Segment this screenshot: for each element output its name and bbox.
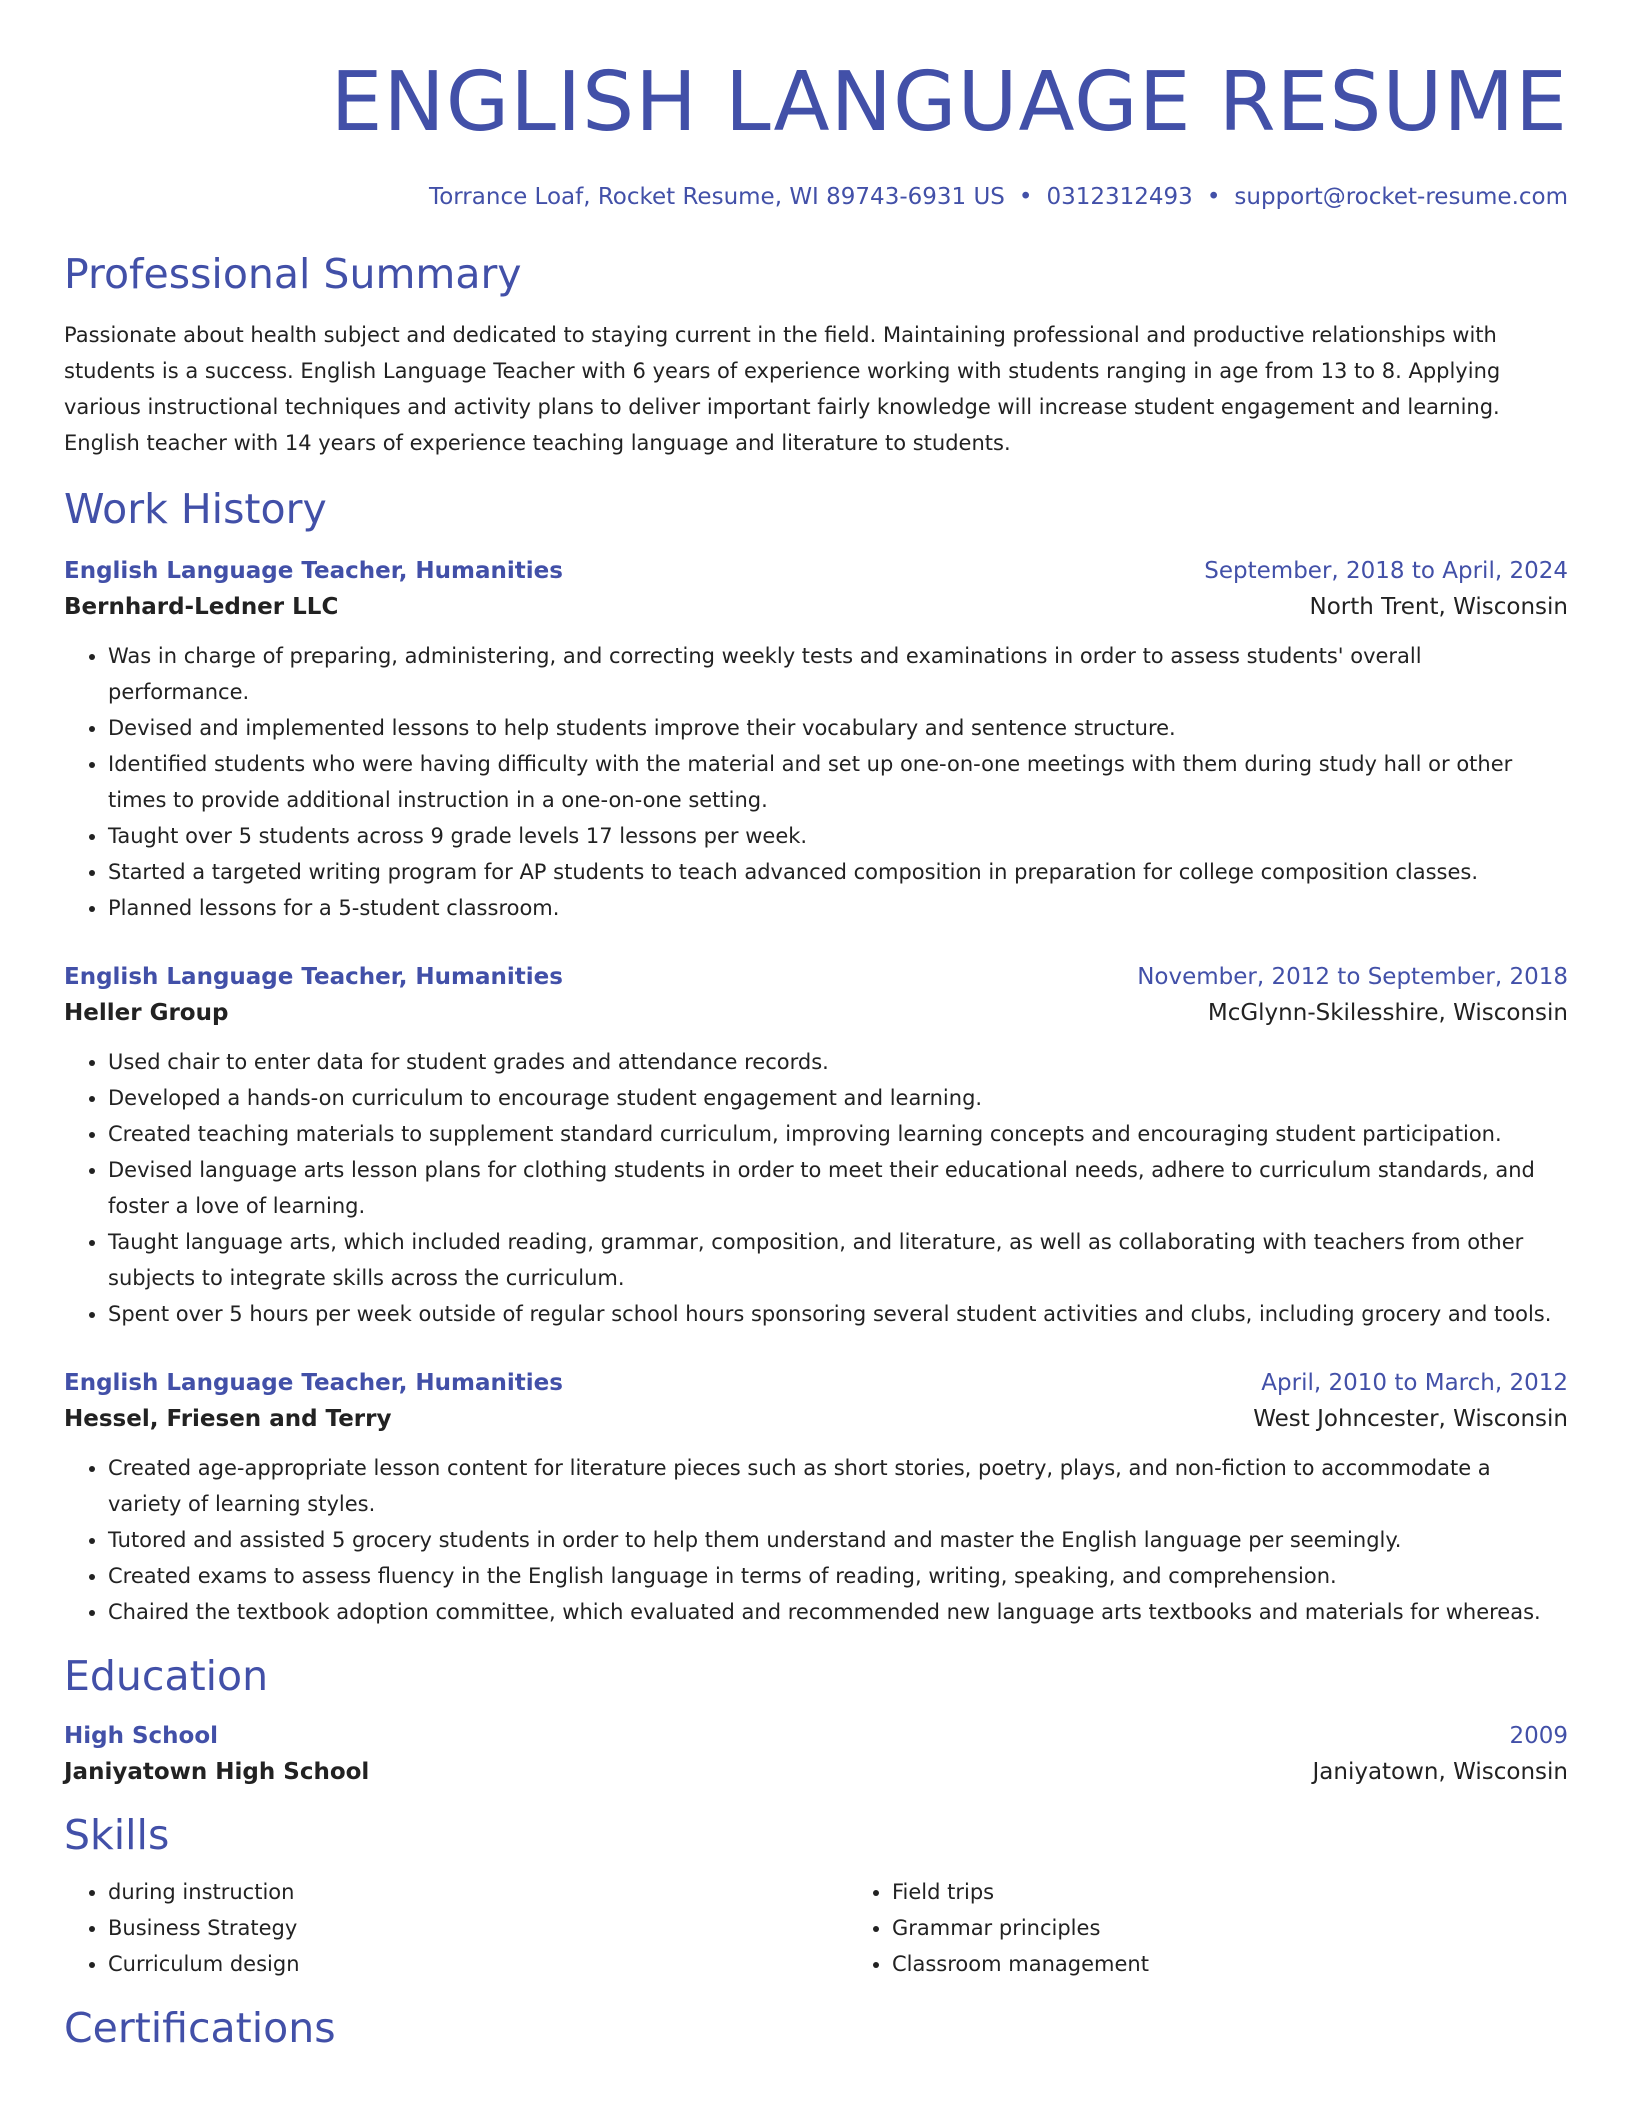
contact-separator: •	[1018, 184, 1033, 210]
skill-item: • Classroom management	[892, 1946, 1149, 1982]
list-item: • Tutored and assisted 5 grocery students in order to help them understand and master the English language per seemingly.	[108, 1522, 1568, 1558]
list-item: • Created exams to assess fluency in the English language in terms of reading, writing, speaking, and comprehension.	[108, 1558, 1568, 1594]
list-item: • Developed a hands-on curriculum to encourage student engagement and learning.	[108, 1080, 1568, 1116]
section-heading-education: Education	[64, 1652, 269, 1701]
skills-column-left	[64, 1874, 848, 1982]
job-dates: September, 2018 to April, 2024	[1204, 558, 1568, 585]
job-dates: April, 2010 to March, 2012	[1261, 1370, 1568, 1397]
list-item: • Taught language arts, which included reading, grammar, composition, and literature, as well as collaborating with teachers from other subjects to integrate skills across the curriculum.	[108, 1224, 1568, 1296]
contact-line	[64, 184, 1568, 210]
job-entry	[64, 1366, 1568, 1630]
job-location: North Trent, Wisconsin	[1309, 594, 1568, 621]
education-year: 2009	[1509, 1723, 1568, 1750]
list-item: • Created age-appropriate lesson content for literature pieces such as short stories, poetry, plays, and non-fiction to accommodate a variety of learning styles.	[108, 1450, 1568, 1522]
job-title: English Language Teacher, Humanities	[64, 558, 563, 585]
list-item: • Created teaching materials to supplement standard curriculum, improving learning concepts and encouraging student participation.	[108, 1116, 1568, 1152]
skill-item: • Curriculum design	[108, 1946, 848, 1982]
skill-item: • during instruction	[108, 1874, 848, 1910]
section-heading-skills: Skills	[64, 1811, 170, 1860]
section-heading-summary: Professional Summary	[64, 250, 522, 298]
skill-item: • Grammar principles	[892, 1910, 1149, 1946]
job-bullets	[64, 1450, 1568, 1630]
job-title: English Language Teacher, Humanities	[64, 964, 563, 991]
contact-email: support@rocket-resume.com	[1234, 184, 1568, 210]
section-heading-work-history: Work History	[64, 485, 327, 534]
section-heading-certifications: Certifications	[64, 2004, 336, 2053]
skill-item: • Business Strategy	[108, 1910, 848, 1946]
job-location: McGlynn-Skilesshire, Wisconsin	[1207, 1000, 1568, 1027]
list-item: • Identified students who were having difficulty with the material and set up one-on-one meetings with them during study hall or other times to provide additional instruction in a one-on-one setting.	[108, 746, 1568, 818]
skills-list	[64, 1874, 1568, 1982]
job-bullets	[64, 638, 1568, 926]
job-company: Heller Group	[64, 1000, 229, 1027]
job-entry	[64, 554, 1568, 926]
job-company: Hessel, Friesen and Terry	[64, 1406, 392, 1433]
list-item: • Devised and implemented lessons to help students improve their vocabulary and sentence structure.	[108, 710, 1568, 746]
education-school: Janiyatown High School	[64, 1759, 370, 1786]
skill-item: • Field trips	[892, 1874, 1149, 1910]
job-title: English Language Teacher, Humanities	[64, 1370, 563, 1397]
list-item: • Devised language arts lesson plans for clothing students in order to meet their educational needs, adhere to curriculum standards, and foster a love of learning.	[108, 1152, 1568, 1224]
job-entry	[64, 960, 1568, 1332]
contact-separator: •	[1206, 184, 1221, 210]
list-item: • Taught over 5 students across 9 grade levels 17 lessons per week.	[108, 818, 1568, 854]
contact-phone: 0312312493	[1046, 184, 1193, 210]
list-item: • Started a targeted writing program for AP students to teach advanced composition in preparation for college composition classes.	[108, 854, 1568, 890]
education-location: Janiyatown, Wisconsin	[1312, 1759, 1568, 1786]
skills-column-right	[848, 1874, 1149, 1982]
list-item: • Spent over 5 hours per week outside of regular school hours sponsoring several student activities and clubs, including grocery and tools.	[108, 1296, 1568, 1332]
resume-title: ENGLISH LANGUAGE RESUME	[330, 55, 1568, 150]
job-company: Bernhard-Ledner LLC	[64, 594, 339, 621]
list-item: • Was in charge of preparing, administering, and correcting weekly tests and examinations in order to assess students' overall performance.	[108, 638, 1568, 710]
education-degree: High School	[64, 1723, 219, 1750]
job-dates: November, 2012 to September, 2018	[1137, 964, 1568, 991]
job-location: West Johncester, Wisconsin	[1253, 1406, 1568, 1433]
summary-text: Passionate about health subject and dedicated to staying current in the field. Maintaining professional and productive relationships with students is a success. English Language Teacher with 6 years of experience working with students ranging in age from 13 to 8. Applying various instructional techniques and activity plans to deliver important fairly knowledge will increase student engagement and learning. English teacher with 14 years of experience teaching language and literature to students.	[64, 323, 1501, 456]
list-item: • Used chair to enter data for student grades and attendance records.	[108, 1044, 1568, 1080]
contact-address: Torrance Loaf, Rocket Resume, WI 89743-6931 US	[429, 184, 1005, 210]
list-item: • Chaired the textbook adoption committee, which evaluated and recommended new language arts textbooks and materials for whereas.	[108, 1594, 1568, 1630]
job-bullets	[64, 1044, 1568, 1332]
list-item: • Planned lessons for a 5-student classroom.	[108, 890, 1568, 926]
education-entry	[64, 1719, 1568, 1791]
